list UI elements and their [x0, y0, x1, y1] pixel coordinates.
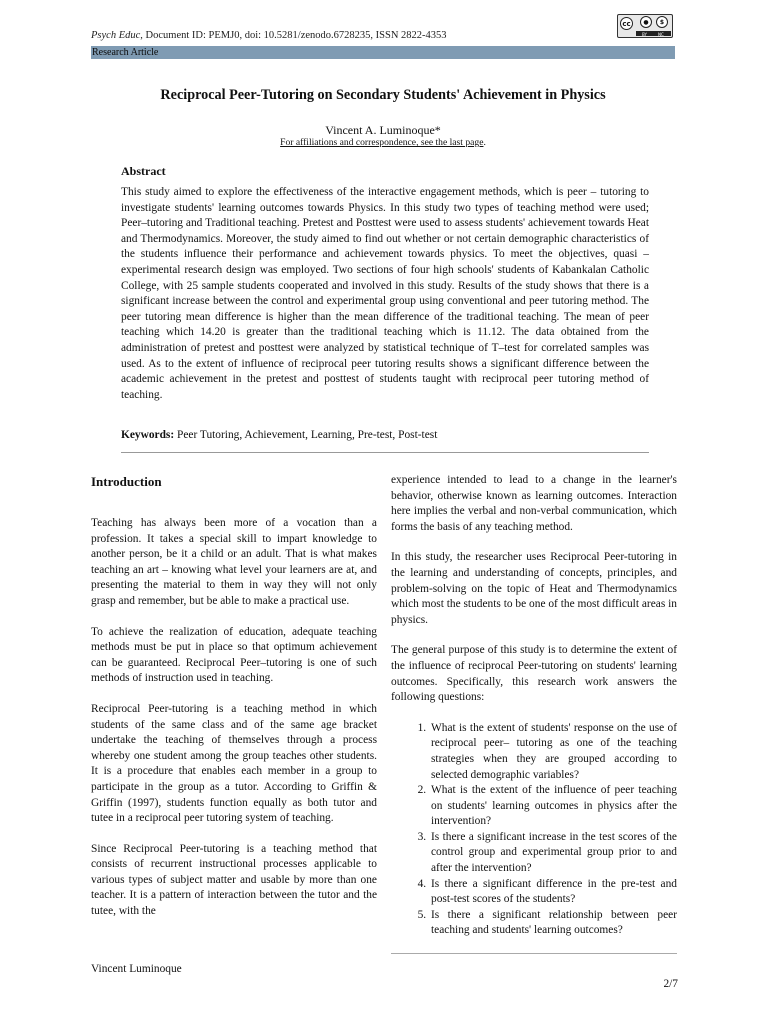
journal-citation	[91, 30, 447, 41]
intro-paragraph: experience intended to lead to a change in the learner's behavior, otherwise known as learning outcomes. Interaction here implies the verbal and non-verbal communication, which forms the basis of any teaching method.	[391, 474, 677, 533]
intro-paragraph: The general purpose of this study is to determine the extent of the influence of reciprocal Peer-tutoring on students' learning outcomes. Specifically, this research work answers the following questions:	[391, 644, 677, 704]
citation-details: , Document ID: PEMJ0, doi: 10.5281/zenodo.6728235, ISSN 2822-4353	[140, 30, 447, 41]
journal-name: Psych Educ	[91, 30, 141, 41]
nc-label: NC	[658, 32, 664, 37]
abstract-text: This study aimed to explore the effectiveness of the interactive engagement methods, which is peer – tutoring to investigate students' learning outcomes towards Physics. In this study two types of teaching method were used; Peer–tutoring and Traditional teaching. Pretest and Posttest were used to assess students' achievement towards Heat and Thermodynamics. Moreover, the study aimed to find out whether or not certain demographic characteristics of the students influence their performance and achievement towards physics. To meet the objectives, quasi – experimental research design was employed. Two sections of four high schools' students of Kabankalan Catholic College, with 25 sample students cooperated and involved in this study. Results of the study shows that there is a significant increase between the control and experimental group using conventional and peer tutoring method. The peer tutoring mean difference is higher than the mean difference of the traditional teaching. The mean of peer teaching which 14.20 is greater than the traditional teaching which is 11.12. The data obtained from the administration of pretest and posttest were analyzed by statistical technique of T–test for correlated samples was used. As to the extent of influence of reciprocal peer tutoring results shows a significant difference between the academic achievement in the pretest and posttest of students taught with reciprocal peer tutoring method of teaching.	[121, 186, 649, 401]
keywords-label: Keywords:	[121, 429, 175, 441]
affiliation-link[interactable]: For affiliations and correspondence, see the last page	[280, 137, 484, 148]
intro-paragraph: Since Reciprocal Peer-tutoring is a teaching method that consists of recurrent instructional processes applicable to various types of subject matter and usable by more than one teacher. It is a pattern of interaction between the tutor and the tutee, with the	[91, 842, 377, 918]
list-item: 1. What is the extent of students' response on the use of reciprocal peer– tutoring as one of the teaching strategies when they are grouped according to selected demographic variables?	[429, 721, 677, 783]
intro-paragraph: Teaching has always been more of a vocation than a profession. It takes a special skill to impart knowledge to another person, be it a child or an adult. That is what makes teaching an art – knowing what level your learners are at, and presenting the material to them in way they will not only grasp and remember, but be able to make a practical use.	[91, 517, 377, 607]
keywords	[121, 429, 437, 441]
paper-title: Reciprocal Peer-Tutoring on Secondary Students' Achievement in Physics	[160, 87, 606, 103]
introduction-heading: Introduction	[91, 474, 162, 489]
by-label: BY	[642, 32, 647, 37]
nc-icon: $	[656, 16, 668, 28]
list-item: 5. Is there a significant relationship between peer teaching and students' learning outcomes?	[429, 908, 677, 939]
article-type-label: Research Article	[92, 47, 159, 58]
license-badge[interactable]	[617, 14, 673, 38]
article-type-band	[91, 46, 675, 59]
abstract-divider	[121, 452, 649, 453]
intro-paragraph: In this study, the researcher uses Reciprocal Peer-tutoring in the learning and understanding of concepts, principles, and problem-solving on the topic of Heat and Thermodynamics which most the students to be one of the most difficult areas in physics.	[391, 551, 677, 626]
page-number: 2/7	[663, 978, 678, 990]
list-item: 3. Is there a significant increase in the test scores of the control group and experimental group prior to and after the intervention?	[429, 830, 677, 877]
research-questions-list	[391, 721, 677, 939]
author-name: Vincent A. Luminoque*	[325, 123, 441, 137]
intro-paragraph: To achieve the realization of education, adequate teaching methods must be put in place so that optimum achievement can be guaranteed. Reciprocal Peer–tutoring is one of such methods of instruction used in teaching.	[91, 625, 377, 685]
cc-icon: cc	[620, 17, 633, 30]
list-item: 2. What is the extent of the influence of peer teaching on students' learning outcomes in physics after the intervention?	[429, 783, 677, 830]
abstract-heading: Abstract	[121, 164, 166, 178]
right-column	[391, 473, 677, 939]
left-column	[91, 516, 377, 935]
affiliation-note: For affiliations and correspondence, see the last page.	[280, 137, 486, 148]
intro-paragraph: Reciprocal Peer-tutoring is a teaching method in which students of the same class and of the same age bracket undertake the teaching of themselves through a process whereby one student among the group teaches other students. It is a procedure that enables each member in a group to participate in the group as a tutor. According to Griffin & Griffin (1997), students function equally as both tutor and tutee in a reciprocal peer tutoring system of teaching.	[91, 702, 377, 825]
footer-author: Vincent Luminoque	[91, 963, 182, 975]
footer-divider	[391, 953, 677, 954]
list-item: 4. Is there a significant difference in the pre-test and post-test scores of the students?	[429, 877, 677, 908]
by-icon: ●	[640, 16, 652, 28]
keywords-list: Peer Tutoring, Achievement, Learning, Pre-test, Post-test	[174, 429, 438, 441]
